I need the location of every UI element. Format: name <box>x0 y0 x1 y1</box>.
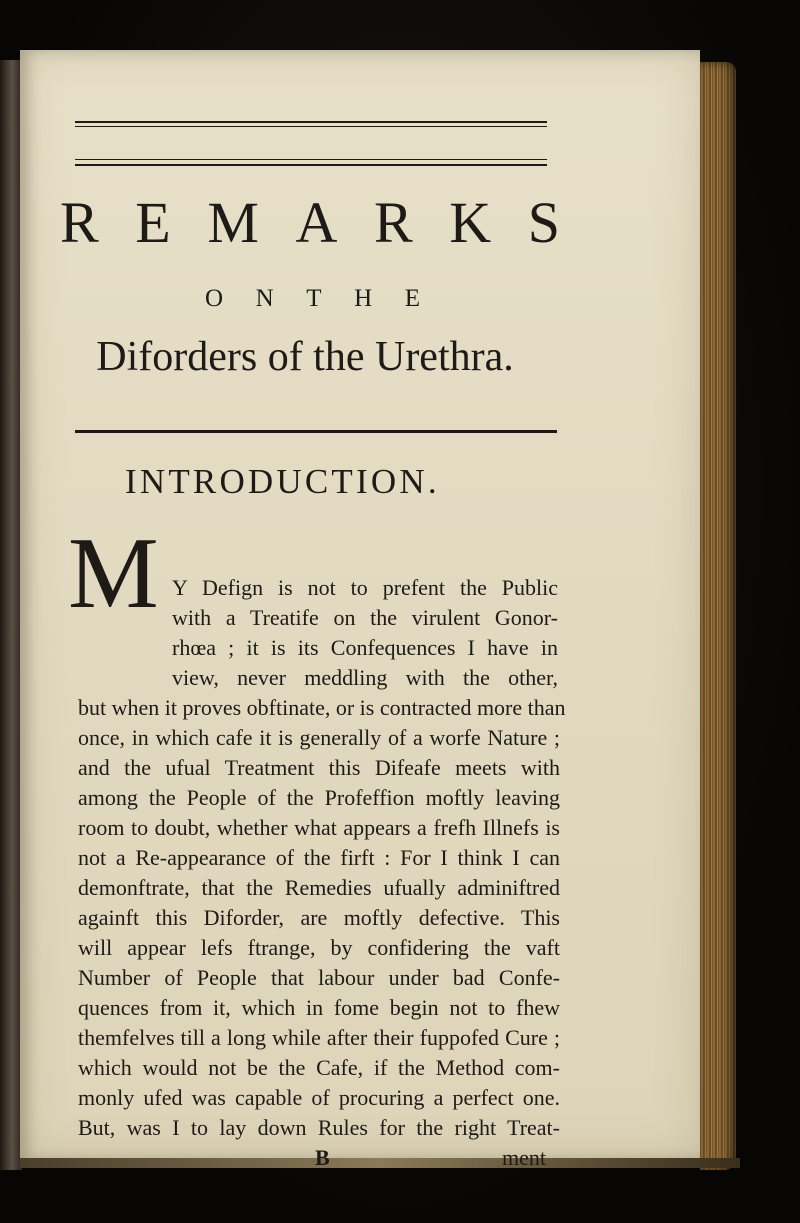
title-letter: M <box>207 190 259 255</box>
body-line: rhœa ; it is its Confequences I have in <box>172 635 558 660</box>
body-line: once, in which cafe it is generally of a worfe Nature ; <box>78 725 560 750</box>
body-line: view, never meddling with the other, <box>172 665 558 690</box>
on-the-letter: O <box>205 285 224 312</box>
top-rule <box>75 164 547 166</box>
on-the-letter: T <box>306 285 322 312</box>
body-line: demonftrate, that the Remedies ufually adminiftred <box>78 875 560 900</box>
title-letter: R <box>60 190 99 255</box>
body-line: quences from it, which in fome begin not to fhew <box>78 995 560 1020</box>
book-fore-edge <box>700 62 736 1170</box>
body-line: and the ufual Treatment this Difeafe meets with <box>78 755 560 780</box>
section-heading: INTRODUCTION. <box>125 462 440 501</box>
body-line: room to doubt, whether what appears a frefh Illnefs is <box>78 815 560 840</box>
body-line: not a Re-appearance of the firft : For I think I can <box>78 845 560 870</box>
subtitle: Diforders of the Urethra. <box>96 334 514 380</box>
body-line: will appear lefs ftrange, by confidering the vaft <box>78 935 560 960</box>
page-title <box>60 188 560 258</box>
title-letter: S <box>527 190 560 255</box>
body-line: with a Treatife on the virulent Gonor- <box>172 605 558 630</box>
title-letter: E <box>135 190 171 255</box>
on-the-letter: H <box>354 285 373 312</box>
body-line: Y Defign is not to prefent the Public <box>172 575 558 600</box>
body-line: but when it proves obftinate, or is contracted more than <box>78 695 566 720</box>
title-letter: A <box>295 190 338 255</box>
left-page-edge <box>0 60 22 1170</box>
top-rule <box>75 121 547 123</box>
body-line: But, was I to lay down Rules for the right Treat- <box>78 1115 560 1140</box>
body-line: themfelves till a long while after their fuppofed Cure ; <box>78 1025 560 1050</box>
body-line: Number of People that labour under bad Confe- <box>78 965 560 990</box>
page-bottom-edge <box>20 1158 740 1168</box>
on-the-letter: E <box>404 285 420 312</box>
on-the-letter: N <box>255 285 274 312</box>
body-line: monly ufed was capable of procuring a perfect one. <box>78 1085 560 1110</box>
top-rule <box>75 126 547 127</box>
drop-cap: M <box>68 517 159 630</box>
body-line: which would not be the Cafe, if the Method com- <box>78 1055 560 1080</box>
title-letter: K <box>449 190 492 255</box>
catchword: ment <box>502 1145 546 1170</box>
top-rule <box>75 159 547 160</box>
body-line: againft this Diforder, are moftly defective. This <box>78 905 560 930</box>
on-the-line <box>205 283 420 315</box>
section-rule <box>75 430 557 433</box>
title-letter: R <box>373 190 413 255</box>
body-line: among the People of the Profeffion moftly leaving <box>78 785 560 810</box>
signature-mark: B <box>315 1145 330 1170</box>
